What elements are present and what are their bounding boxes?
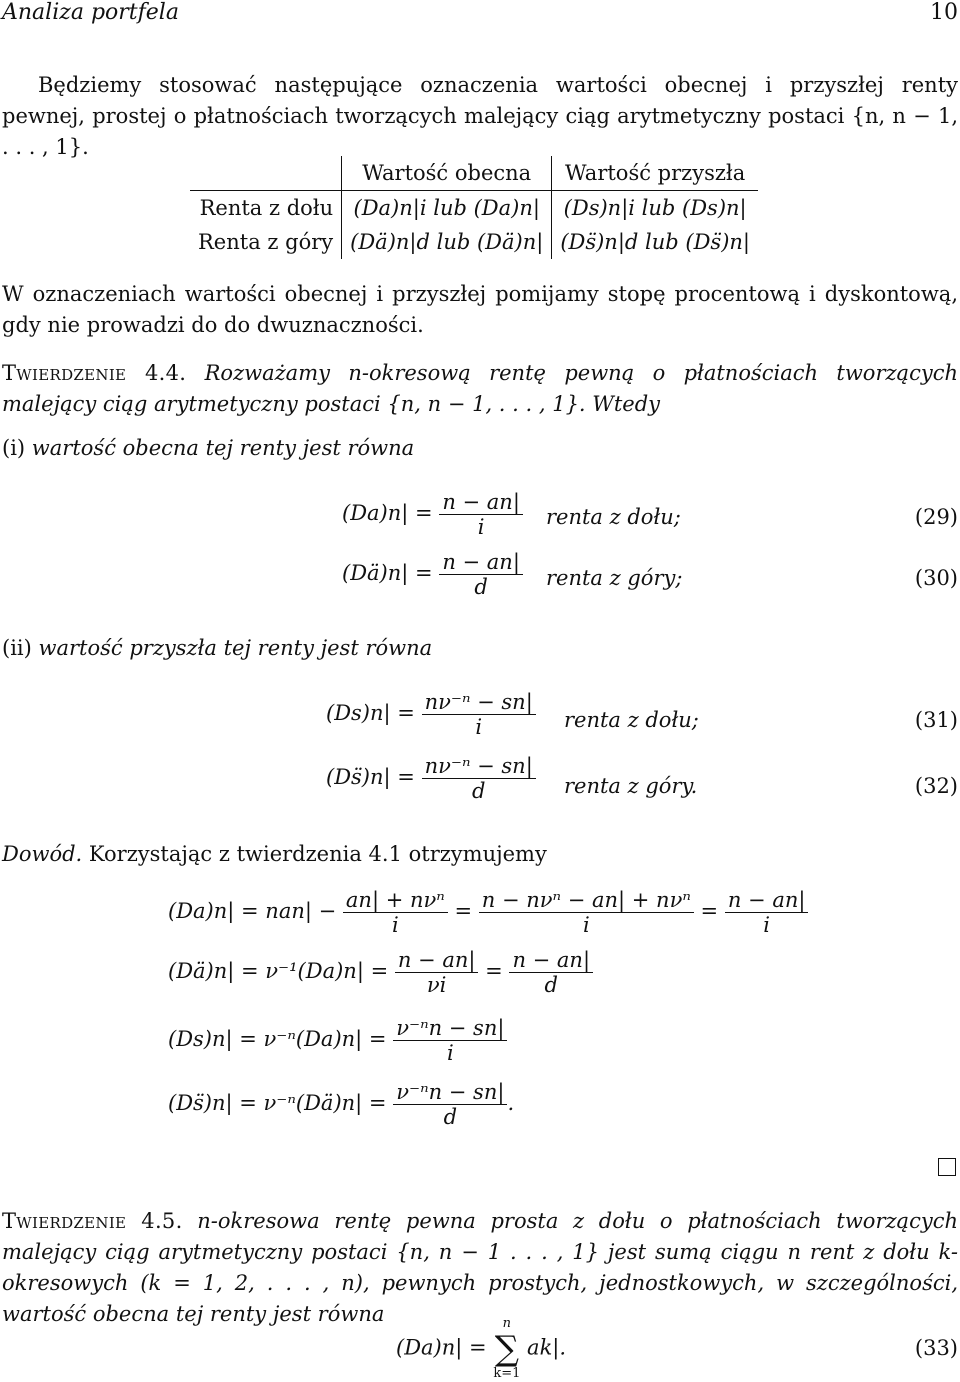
cell-arrears-future: (Ds)n|i lub (Ds)n| — [563, 196, 747, 220]
proof-intro: Dowód. Korzystając z twierdzenia 4.1 otrzymujemy — [2, 842, 547, 866]
qed-square-icon — [938, 1158, 956, 1176]
row-arrears-label: Renta z dołu — [190, 191, 342, 226]
equation-32: (Ds̈)n| = $\frac{\text{nν⁻ⁿ − sn|}}{d}$ — [326, 754, 536, 803]
equation-33: (Da)n| = n ∑ k=1 ak|. — [396, 1316, 567, 1381]
row-advance-label: Renta z góry — [190, 225, 342, 259]
page-header — [0, 0, 960, 28]
cell-arrears-present: (Da)n|i lub (Da)n| — [342, 191, 552, 226]
summation-operator: n ∑ k=1 — [493, 1316, 521, 1381]
theorem-4-4-label: Twierdzenie 4.4. — [2, 361, 187, 385]
col-future-header: Wartość przyszła — [552, 156, 758, 191]
cell-advance-present: (Dä)n|d lub (Dä)n| — [342, 225, 552, 259]
intro-paragraph: Będziemy stosować następujące oznaczenia wartości obecnej i przyszłej renty pewnej, prostej o płatnościach tworzących malejący ciąg arytmetyczny postaci {n, n − 1, . . . , 1}. — [2, 73, 958, 159]
running-title: Analiza portfela — [2, 0, 179, 25]
equation-32-number: (32) — [914, 774, 958, 798]
equation-31: (Ds)n| = $\frac{\text{nν⁻ⁿ − sn|}}{i}$ — [326, 690, 536, 739]
proof-line-1: (Da)n| = nan| − $\frac{\text{an| + nνⁿ}}{i}$ = $\frac{\text{n − nνⁿ − an| + nνⁿ}}{i}$ = $\frac{n - an|}{i}$ — [168, 888, 808, 937]
page-number: 10 — [930, 0, 958, 25]
equation-30: (Dä)n| = $\frac{n - an|}{d}$ — [342, 550, 523, 599]
item-i: (i) wartość obecna tej renty jest równa — [2, 436, 415, 460]
equation-29-number: (29) — [914, 505, 958, 529]
proof-line-2: (Dä)n| = ν⁻¹(Da)n| = $\frac{n - an|}{\nu i}$ = $\frac{n - an|}{d}$ — [168, 948, 593, 997]
theorem-4-4-text: Rozważamy n-okresową rentę pewną o płatnościach tworzących malejący ciąg arytmetyczny postaci {n, n − 1, . . . , 1}. Wtedy — [2, 361, 958, 416]
col-present-header: Wartość obecna — [342, 156, 552, 191]
equation-30-desc: renta z góry; — [546, 566, 683, 590]
notation-table — [190, 156, 758, 259]
theorem-4-5-text: n-okresowa rentę pewna prosta z dołu o płatnościach tworzących malejący ciąg arytmetyczny postaci {n, n − 1 . . . , 1} jest sumą ciągu n rent z dołu k-okresowych (k = 1, 2, . . . , n), pewnych prostych, jednostkowych, w szczególności, wartość obecna tej renty jest równa — [2, 1209, 958, 1326]
theorem-4-5-label: Twierdzenie 4.5. — [2, 1209, 183, 1233]
notation-note: W oznaczeniach wartości obecnej i przyszłej pomijamy stopę procentową i dyskontową, gdy nie prowadzi do do dwuznaczności. — [2, 282, 958, 337]
theorem-4-4 — [2, 358, 958, 420]
equation-30-number: (30) — [914, 566, 958, 590]
equation-31-desc: renta z dołu; — [564, 708, 699, 732]
item-ii: (ii) wartość przyszła tej renty jest równa — [2, 636, 433, 660]
proof-line-3: (Ds)n| = ν⁻ⁿ(Da)n| = $\frac{\text{ν⁻ⁿn − sn|}}{i}$ — [168, 1016, 507, 1065]
cell-advance-future: (Ds̈)n|d lub (Ds̈)n| — [560, 230, 750, 254]
equation-32-desc: renta z góry. — [564, 774, 698, 798]
equation-33-number: (33) — [914, 1336, 958, 1360]
theorem-4-5 — [2, 1206, 958, 1330]
equation-29: (Da)n| = $\frac{n - an|}{i}$ — [342, 490, 523, 539]
equation-31-number: (31) — [914, 708, 958, 732]
proof-line-4: (Ds̈)n| = ν⁻ⁿ(Dä)n| = $\frac{\text{ν⁻ⁿn − sn|}}{d}$ . — [168, 1080, 515, 1129]
equation-29-desc: renta z dołu; — [546, 505, 681, 529]
